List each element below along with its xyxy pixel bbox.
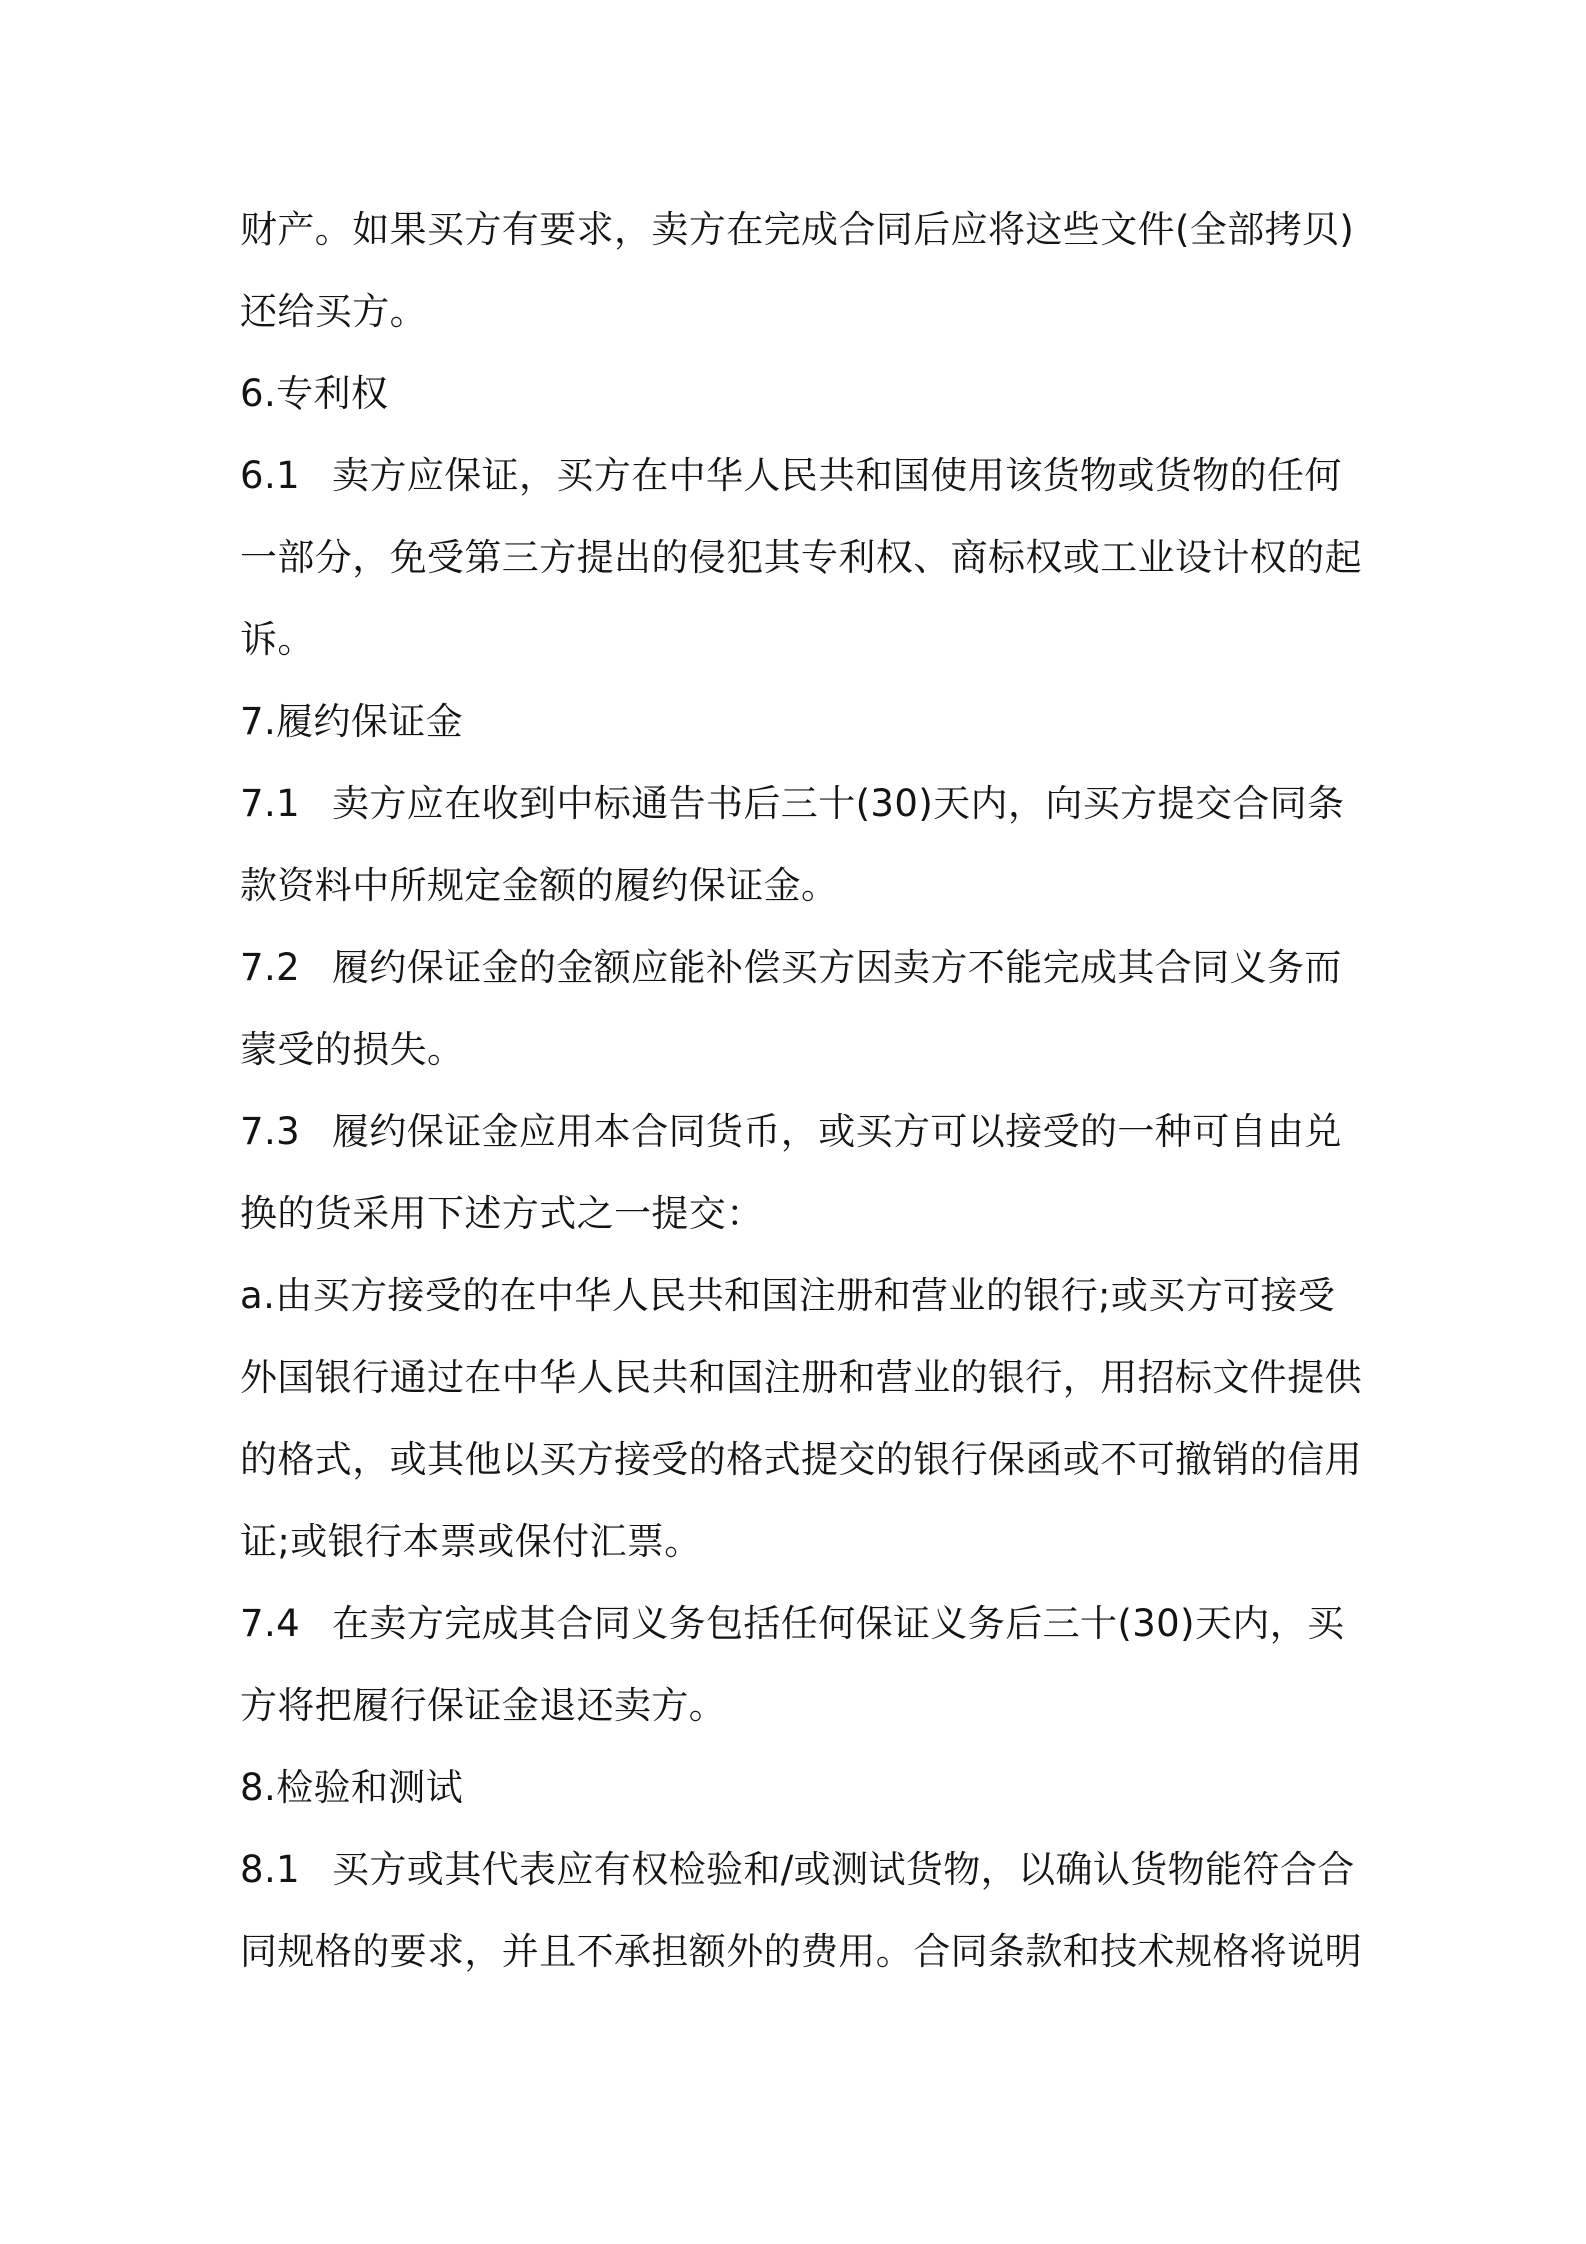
- clause-line: [240, 774, 1360, 834]
- clause-number: 8.1: [240, 1848, 301, 1891]
- clause-number: 7.1: [240, 782, 301, 825]
- clause-number: 6.1: [240, 454, 301, 497]
- section-heading: [240, 364, 1360, 424]
- text-line: [240, 1184, 1360, 1244]
- text-line: [240, 282, 1360, 342]
- line-text: 款资料中所规定金额的履约保证金。: [240, 864, 839, 907]
- heading-text: 8.检验和测试: [240, 1766, 464, 1809]
- text-line: [240, 1020, 1360, 1080]
- line-text: 换的货采用下述方式之一提交：: [240, 1192, 764, 1235]
- line-text: 履约保证金应用本合同货币，或买方可以接受的一种可自由兑: [332, 1110, 1342, 1153]
- text-line: [240, 1676, 1360, 1736]
- heading-text: 7.履约保证金: [240, 700, 464, 743]
- text-line: [240, 200, 1360, 260]
- line-text: 蒙受的损失。: [240, 1028, 465, 1071]
- heading-text: 6.专利权: [240, 372, 389, 415]
- clause-line: [240, 1594, 1360, 1654]
- section-heading: [240, 692, 1360, 752]
- line-text: 买方或其代表应有权检验和/或测试货物，以确认货物能符合合: [332, 1848, 1355, 1891]
- text-line: [240, 1266, 1360, 1326]
- line-text: 方将把履行保证金退还卖方。: [240, 1684, 727, 1727]
- line-text: 财产。如果买方有要求，卖方在完成合同后应将这些文件(全部拷贝): [240, 208, 1355, 251]
- line-text: 履约保证金的金额应能补偿买方因卖方不能完成其合同义务而: [332, 946, 1342, 989]
- text-line: [240, 1922, 1360, 1982]
- clause-line: [240, 1840, 1360, 1900]
- line-text: 卖方应在收到中标通告书后三十(30)天内，向买方提交合同条: [332, 782, 1345, 825]
- line-text: 同规格的要求，并且不承担额外的费用。合同条款和技术规格将说明: [240, 1930, 1362, 1973]
- line-text: 一部分，免受第三方提出的侵犯其专利权、商标权或工业设计权的起: [240, 536, 1362, 579]
- clause-line: [240, 938, 1360, 998]
- text-line: [240, 1512, 1360, 1572]
- clause-number: 7.2: [240, 946, 301, 989]
- line-text: 在卖方完成其合同义务包括任何保证义务后三十(30)天内，买: [332, 1602, 1345, 1645]
- line-text: 卖方应保证，买方在中华人民共和国使用该货物或货物的任何: [332, 454, 1342, 497]
- text-line: [240, 610, 1360, 670]
- line-text: 的格式，或其他以买方接受的格式提交的银行保函或不可撤销的信用: [240, 1438, 1362, 1481]
- section-heading: [240, 1758, 1360, 1818]
- text-line: [240, 528, 1360, 588]
- line-text: 诉。: [240, 618, 315, 661]
- line-text: 还给买方。: [240, 290, 427, 333]
- clause-line: [240, 446, 1360, 506]
- text-line: [240, 1348, 1360, 1408]
- clause-number: 7.4: [240, 1602, 301, 1645]
- text-line: [240, 1430, 1360, 1490]
- clause-line: [240, 1102, 1360, 1162]
- text-line: [240, 856, 1360, 916]
- line-text: 证;或银行本票或保付汇票。: [240, 1520, 702, 1563]
- line-text: 外国银行通过在中华人民共和国注册和营业的银行，用招标文件提供: [240, 1356, 1362, 1399]
- line-text: a.由买方接受的在中华人民共和国注册和营业的银行;或买方可接受: [240, 1274, 1336, 1317]
- clause-number: 7.3: [240, 1110, 301, 1153]
